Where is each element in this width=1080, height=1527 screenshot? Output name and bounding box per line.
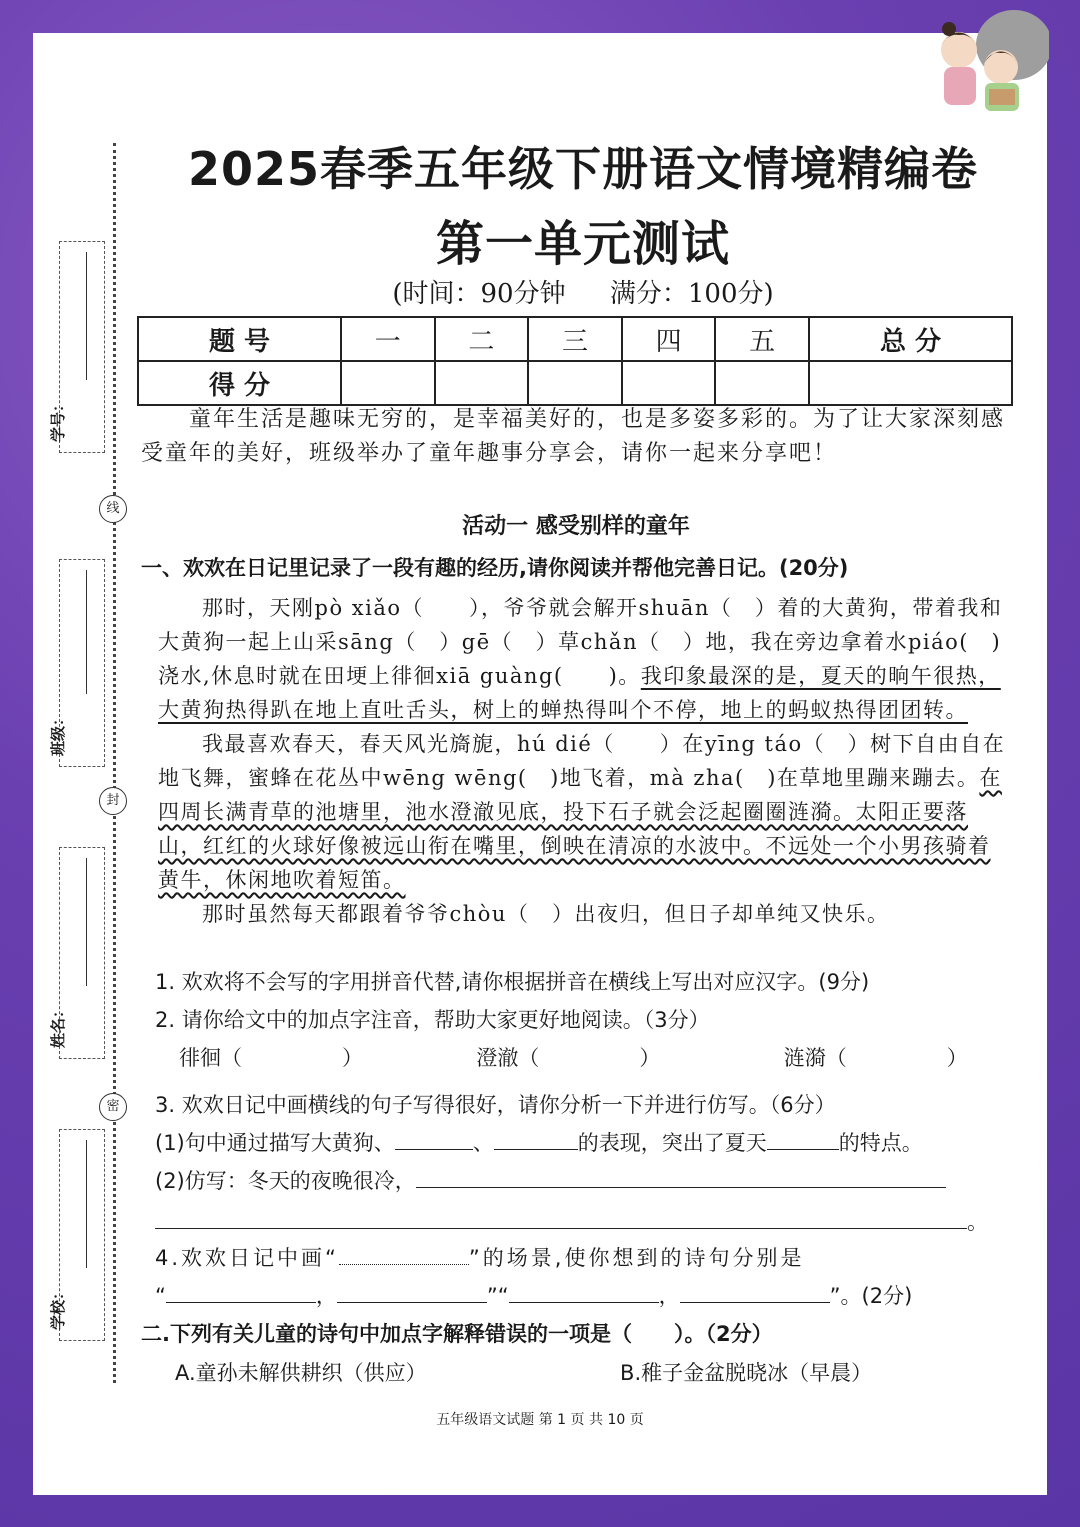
q4-comma: ，	[658, 1284, 680, 1308]
diary-text	[158, 591, 1011, 931]
score-cell[interactable]	[528, 361, 622, 405]
q4-quote-open: “	[155, 1284, 166, 1308]
question-3-2-line2	[155, 1205, 1015, 1239]
school-field[interactable]	[49, 1129, 105, 1341]
time-limit: (时间：90分钟	[392, 279, 566, 309]
intro-paragraph: 童年生活是趣味无穷的，是幸福美好的，也是多姿多彩的。为了让大家深刻感受童年的美好，班级举办了童年趣事分享会，请你一起来分享吧！	[141, 407, 1006, 466]
word-chengche: 澄澈（	[476, 1046, 540, 1070]
score-table	[137, 316, 1013, 406]
score-row-label: 得 分	[138, 361, 341, 405]
activity-heading: 活动一 感受别样的童年	[462, 514, 690, 539]
score-table-header-row	[138, 317, 1012, 361]
exam-time-info	[143, 273, 1023, 310]
answer-blank[interactable]	[767, 1127, 839, 1150]
diary-underlined-sentence: 我印象最深的是，夏天的晌午很热，大黄狗热得趴在地上直吐舌头，树上的蝉热得叫个不停，地上的蚂蚁热得团团转。	[158, 664, 1001, 722]
answer-blank[interactable]	[395, 1127, 473, 1150]
score-header-cell: 二	[435, 317, 529, 361]
score-cell[interactable]	[715, 361, 809, 405]
q4-text-b: ”的场景,使你想到的诗句分别是	[468, 1246, 805, 1270]
diary-wavy-sentence: 在四周长满青草的池塘里，池水澄澈见底，投下石子就会泛起圈圈涟漪。太阳正要落山，红红的火球好像被远山衔在嘴里，倒映在清凉的水波中。不远处一个小男孩骑着黄牛，休闲地吹着短笛。	[158, 766, 1002, 892]
student-id-field[interactable]	[49, 241, 105, 453]
score-header-cell: 五	[715, 317, 809, 361]
seal-mark-line: 线	[99, 495, 127, 523]
diary-p1-a: 那时，天刚pò xiǎo（ ），爷爷就会解开shuān（ ）着的大黄狗，带着我和大黄狗一起上山采sāng（ ）gē（ ）草chǎn（ ）地，我在旁边拿着水piáo( )浇水,休息时就在田埂上徘徊xiā guàng( )。	[158, 596, 1003, 688]
question-2-words	[179, 1041, 979, 1075]
class-label: 班级：	[49, 710, 67, 756]
q3-1-text-d: 的特点。	[838, 1131, 923, 1155]
q4-quote-mid: ”“	[486, 1284, 509, 1308]
exam-title: 2025春季五年级下册语文情境精编卷	[187, 142, 979, 196]
perforation-line	[113, 143, 116, 1383]
diary-p3: 那时虽然每天都跟着爷爷chòu（ ）出夜归，但日子却单纯又快乐。	[202, 902, 890, 926]
answer-blank[interactable]	[339, 1242, 469, 1265]
section-one-heading: 一、欢欢在日记里记录了一段有趣的经历,请你阅读并帮他完善日记。(20分)	[141, 556, 849, 580]
word-paihuai: 徘徊（	[179, 1046, 242, 1070]
option-b[interactable]: B.稚子金盆脱晓冰（早晨）	[620, 1361, 873, 1385]
q4-comma: ，	[315, 1284, 337, 1308]
score-cell[interactable]	[622, 361, 716, 405]
score-cell[interactable]	[809, 361, 1012, 405]
score-header-cell: 四	[622, 317, 716, 361]
score-table-score-row	[138, 361, 1012, 405]
binding-margin	[33, 33, 143, 1495]
seal-mark-seal: 封	[99, 787, 127, 815]
question-4	[155, 1241, 1015, 1275]
q3-2-text: (2)仿写：冬天的夜晚很冷，	[155, 1169, 416, 1193]
name-label: 姓名：	[49, 1002, 67, 1048]
score-header-cell: 总 分	[809, 317, 1012, 361]
word-lianyi: 涟漪（	[783, 1046, 847, 1070]
exam-page	[33, 33, 1047, 1495]
page-footer: 五年级语文试题 第 1 页 共 10 页	[436, 1412, 644, 1428]
question-1: 1. 欢欢将不会写的字用拼音代替,请你根据拼音在横线上写出对应汉字。(9分)	[155, 970, 870, 994]
bracket: ）	[639, 1046, 661, 1070]
q3-1-text-a: (1)句中通过描写大黄狗、	[155, 1131, 395, 1155]
q4-quote-close: ”。(2分)	[829, 1284, 913, 1308]
school-label: 学校：	[49, 1284, 67, 1330]
question-3-2	[155, 1164, 1015, 1198]
answer-blank[interactable]	[155, 1206, 967, 1229]
answer-blank[interactable]	[509, 1280, 659, 1303]
option-a[interactable]: A.童孙未解供耕织（供应）	[175, 1361, 427, 1385]
q3-1-text-c: 的表现，突出了夏天	[577, 1131, 767, 1155]
score-cell[interactable]	[341, 361, 435, 405]
q3-1-text-b: 、	[472, 1131, 494, 1155]
unit-title: 第一单元测试	[435, 216, 730, 272]
full-score: 满分：100分)	[609, 279, 774, 309]
score-header-cell: 三	[528, 317, 622, 361]
children-reading-illustration	[919, 5, 1049, 115]
answer-blank[interactable]	[680, 1280, 830, 1303]
question-3-1	[155, 1126, 1015, 1160]
bracket: ）	[342, 1046, 363, 1070]
answer-blank[interactable]	[416, 1165, 946, 1188]
question-3: 3. 欢欢日记中画横线的句子写得很好，请你分析一下并进行仿写。（6分）	[155, 1093, 836, 1117]
section-two-heading: 二.下列有关儿童的诗句中加点字解释错误的一项是（ ）。（2分）	[141, 1322, 773, 1346]
score-header-cell: 一	[341, 317, 435, 361]
question-2: 2. 请你给文中的加点字注音，帮助大家更好地阅读。（3分）	[155, 1008, 710, 1032]
section-two-options	[175, 1356, 975, 1390]
class-field[interactable]	[49, 559, 105, 767]
answer-blank[interactable]	[494, 1127, 578, 1150]
q4-text-a: 4.欢欢日记中画“	[155, 1246, 339, 1270]
question-4-line2	[155, 1279, 1015, 1313]
diary-p2-a: 我最喜欢春天，春天风光旖旎，hú dié（ ）在yīng táo（ ）树下自由自在地飞舞，蜜蜂在花丛中wēng wēng( )地飞着，mà zha( )在草地里蹦来蹦去。	[158, 732, 1006, 790]
score-cell[interactable]	[435, 361, 529, 405]
name-field[interactable]	[49, 847, 105, 1059]
answer-blank[interactable]	[337, 1280, 487, 1303]
answer-blank[interactable]	[166, 1280, 316, 1303]
score-header-cell: 题 号	[138, 317, 341, 361]
seal-mark-secret: 密	[99, 1093, 127, 1121]
student-id-label: 学号：	[49, 396, 67, 442]
bracket: ）	[946, 1046, 968, 1070]
period: 。	[967, 1210, 988, 1234]
